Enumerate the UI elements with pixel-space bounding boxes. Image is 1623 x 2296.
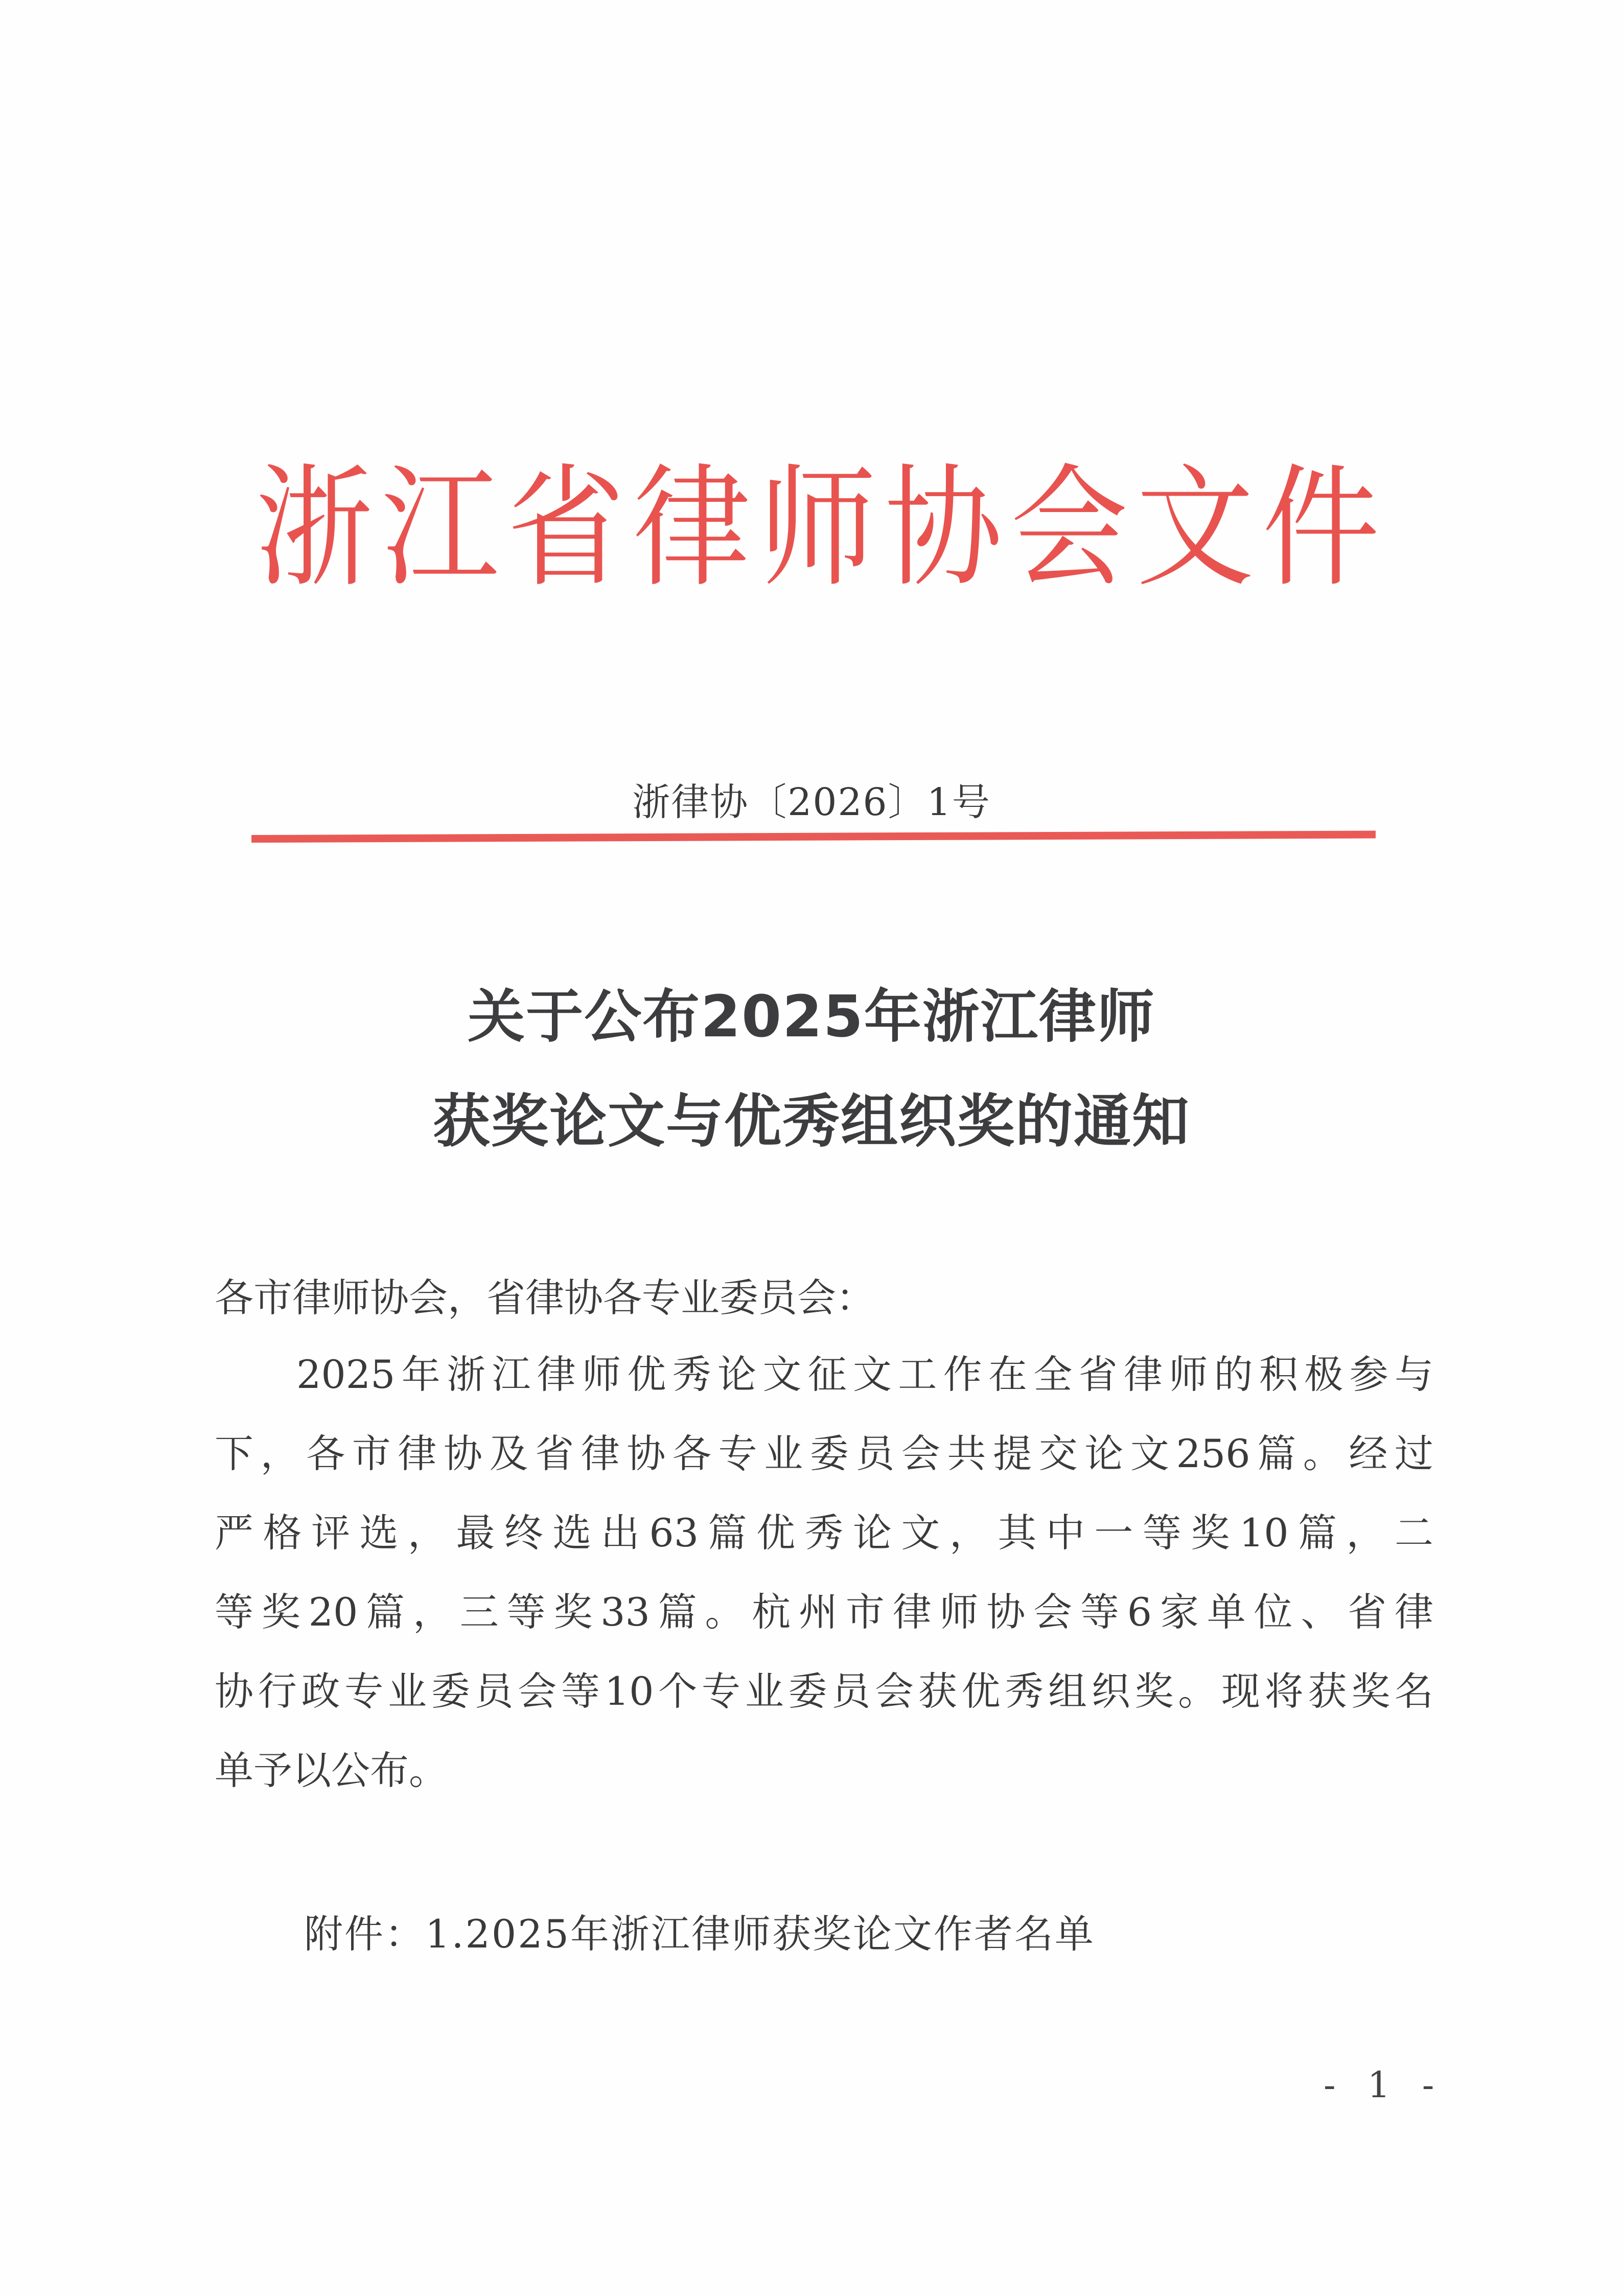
notice-title-line-1: 关于公布2025年浙江律师 bbox=[468, 984, 1155, 1050]
masthead-char: 省 bbox=[507, 452, 625, 605]
body-line: 下，各市律协及省律协各专业委员会共提交论文256篇。经过 bbox=[215, 1431, 1433, 1476]
body-line: 单予以公布。 bbox=[215, 1748, 448, 1793]
masthead-char: 律 bbox=[633, 452, 751, 605]
red-separator-rule bbox=[251, 831, 1376, 843]
masthead-char: 文 bbox=[1136, 452, 1254, 605]
document-number: 浙律协〔2026〕1号 bbox=[632, 780, 991, 824]
masthead-char: 师 bbox=[758, 452, 876, 605]
masthead-char: 会 bbox=[1010, 452, 1128, 605]
body-line: 严格评选，最终选出63篇优秀论文，其中一等奖10篇，二 bbox=[215, 1510, 1433, 1556]
attachment-reference: 附件：1.2025年浙江律师获奖论文作者名单 bbox=[304, 1911, 1095, 1957]
masthead-char: 件 bbox=[1262, 452, 1380, 605]
masthead-title bbox=[256, 452, 1380, 605]
masthead-char: 协 bbox=[885, 452, 1003, 605]
masthead-char: 浙 bbox=[256, 452, 374, 605]
body-line: 协行政专业委员会等10个专业委员会获优秀组织奖。现将获奖名 bbox=[215, 1668, 1433, 1714]
page-number: - 1 - bbox=[1324, 2064, 1445, 2106]
body-line: 等奖20篇，三等奖33篇。杭州市律师协会等6家单位、省律 bbox=[215, 1589, 1433, 1635]
salutation: 各市律师协会，省律协各专业委员会： bbox=[215, 1275, 875, 1320]
notice-title-line-2: 获奖论文与优秀组织奖的通知 bbox=[433, 1088, 1190, 1155]
masthead-char: 江 bbox=[381, 452, 499, 605]
body-line: 2025年浙江律师优秀论文征文工作在全省律师的积极参与 bbox=[296, 1352, 1433, 1397]
